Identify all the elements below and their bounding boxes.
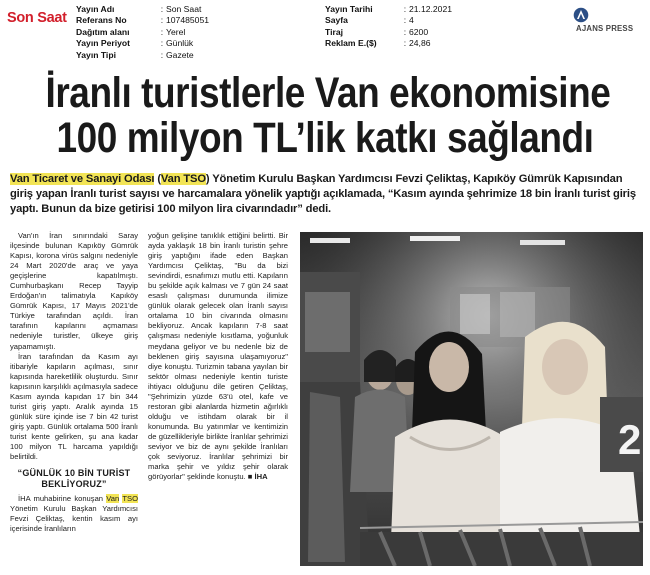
meta-row: Dağıtım alanı : Yerel xyxy=(76,26,186,37)
meta-left xyxy=(76,4,209,61)
meta-row: Yayın Tarihi : 21.12.2021 xyxy=(325,4,453,14)
lead-text: ) Yönetim Kurulu Başkan Yardımcısı Fevzi Çeliktaş, Kapıköy Gümrük Kapısından giriş yapan İranlı turist sayısı ve harcamalara yönelik yaptığı açıklamada, “Kasım ayında şehrimize 18 bin İranlı turist giriş yaptı. Bunun da bize getirisi 100 milyon lira civarındadır” dedi. xyxy=(10,173,636,215)
highlight-org: Van xyxy=(106,494,120,504)
meta-row: Yayın Adı : Son Saat xyxy=(76,4,202,14)
article-column-2 xyxy=(148,231,288,482)
ajans-press-logo-icon xyxy=(573,7,589,23)
clipping-header xyxy=(0,0,650,62)
highlight-org: Van Ticaret ve Sanayi Odası xyxy=(10,173,155,185)
article-photo xyxy=(300,232,643,566)
highlight-abbr: TSO xyxy=(122,494,138,504)
source-mark: ■ İHA xyxy=(247,472,268,482)
newspaper-logo: Son Saat xyxy=(7,10,67,26)
lead-paragraph: Van Ticaret ve Sanayi Odası (Van TSO) Yönetim Kurulu Başkan Yardımcısı Fevzi Çeliktaş, Kapıköy Gümrük Kapısından giriş yapan İranlı turist sayısı ve harcamalara yönelik yaptığı açıklamada, “Kasım ayında şehrimize 18 bin İranlı turist giriş yaptı. Bunun da bize getirisi 100 milyon lira civarındadır” dedi. xyxy=(10,173,636,215)
paragraph: Van'ın İran sınırındaki Saray ilçesinde bulunan Kapıköy Gümrük Kapısı, korona virüs salgını nedeniyle 24 Mart 2020'de araç ve yaya geçişlerine kapatılmıştı. Cumhurbaşkanı Recep Tayyip Erdoğan'ın talimatıyla Kapıköy Gümrük Kapısı, 17 Mayıs 2021'de Türkiye tarafından açıldı. İran tarafının kapılarını açmaması nedeniyle turistler, ülkeye giriş yapamamıştı. xyxy=(10,231,138,351)
headline-line-2: 100 milyon TL’lik katkı sağlandı xyxy=(56,114,594,162)
subheading: “GÜNLÜK 10 BİN TURİST BEKLİYORUZ” xyxy=(17,468,131,490)
photo-shoppers-illustration xyxy=(300,232,643,566)
price-tag-number: 2 xyxy=(618,416,642,463)
meta-row: Reklam E.($) : 24,86 xyxy=(325,38,431,49)
meta-row: Tiraj : 6200 xyxy=(325,26,429,37)
headline-line-1: İranlı turistlerle Van ekonomisine xyxy=(45,69,611,117)
meta-row: Yayın Tipi : Gazete xyxy=(76,49,194,60)
agency-name: AJANS PRESS xyxy=(576,24,634,33)
paragraph: İHA muhabirine konuşan Van TSO Yönetim Kurulu Başkan Yardımcısı Fevzi Çeliktaş, kentin kasım ayı içerisinde İranlıların xyxy=(10,494,138,534)
meta-right xyxy=(325,4,452,50)
meta-row: Referans No : 107485051 xyxy=(76,15,210,26)
paragraph: yoğun gelişine tanıklık ettiğini belirtti. Bir ayda yaklaşık 18 bin İranlı turistin şehre giriş yaptığını ifade eden Başkan Yardımcısı Çeliktaş, "Bu da bizi sevindirdi, esnafımızı mutlu etti. Kapıların bu şekilde açık kalması ve 7 gün 24 saat esaslı çalışması durumunda ilimize günlük olarak gelecek olan İranlı sayısı ortalama 10 bin civarında olmasını bekliyoruz. Ancak kapıların 7-8 saat çalışması nedeniyle kısıtlama, yoğunluk meydana geliyor ve bu nedenle biz de beklenen giriş sayısına ulaşamıyoruz" diye konuştu. Turizmin tabana yayılan bir sektör olması nedeniyle kentin turiste ihtiyacı olduğunu dile getiren Çeliktaş, "Şehrimizin yüzde 63'ü otel, kafe ve restoran gibi alanlarda hizmetin ağırlıklı olduğu ve istihdam olarak bir il konumunda. Bu yatırımlar ve kentimizin de güzellikleriyle birlikte İranlılar şehrimizi seviyor ve biz de aynı şekilde İranlıları çok seviyoruz. İranlılar şehrimizi bir marka şehir ve yıldız şehir olarak görüyorlar" şeklinde konuştu. ■ İHA xyxy=(148,231,288,482)
meta-row: Sayfa : 4 xyxy=(325,15,414,26)
highlight-abbr: Van TSO xyxy=(160,173,206,185)
paragraph: İran tarafından da Kasım ayı itibariyle kapıların açılması, sınır kapısında hareketlilik oluşturdu. Sınır kapısının karşılıklı açılmasıyla sadece Kasım ayında kapıdan 17 bin 344 turist giriş yaptı. Aralık ayında 15 günlük süre içinde ise 7 bin 42 turist giriş yaptı. Günlük ortalama 500 İranlı turist kente gelirken, şu ana kadar 100 milyon TL harcama yapıldığı belirtildi. xyxy=(10,351,138,462)
article-column-1 xyxy=(10,231,138,534)
meta-row: Yayın Periyot : Günlük xyxy=(76,38,194,49)
